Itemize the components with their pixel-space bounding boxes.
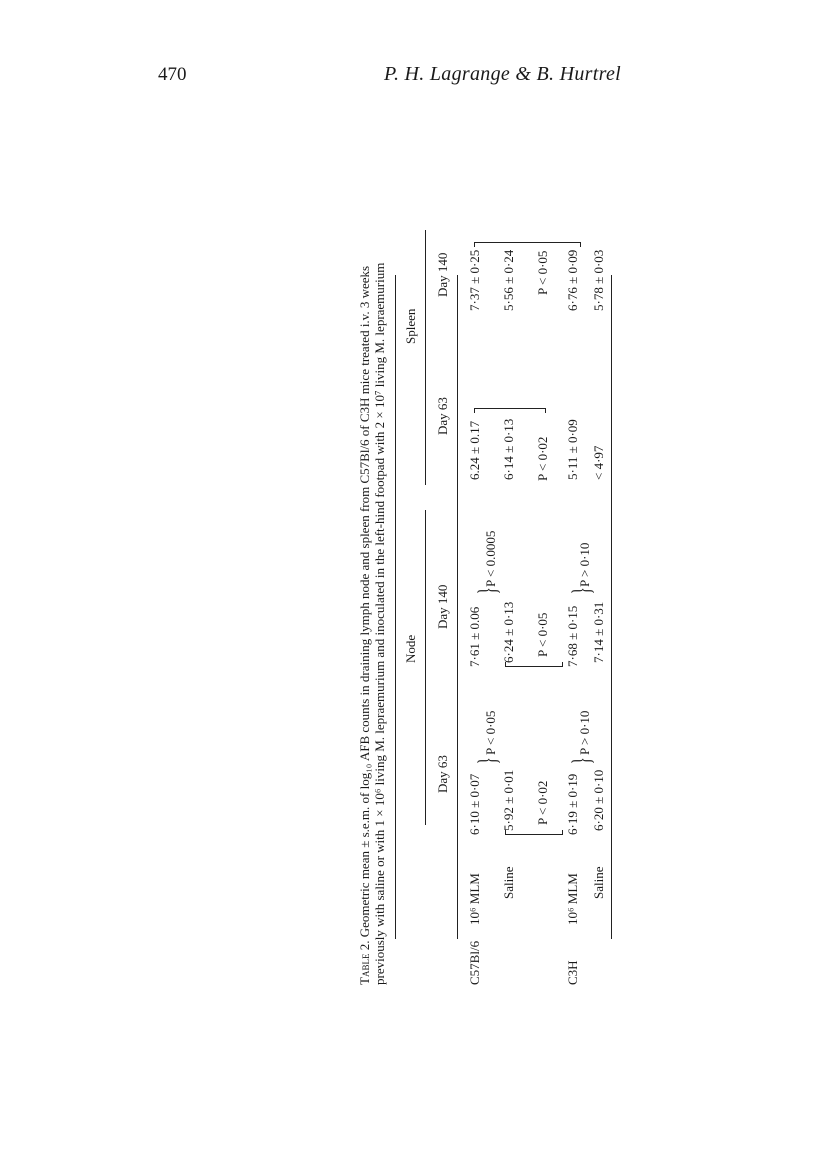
pvalue-c57-spleen-d63: P < 0·02 (535, 436, 550, 481)
curly-brace-c57-node-d140: } (473, 587, 502, 595)
data-table (355, 225, 615, 985)
pvalue-saline-node-d63: P < 0·02 (535, 780, 550, 825)
cell-c3h-mlm-node-d63: 6·19 ± 0·19 (565, 773, 580, 835)
page-number: 470 (158, 64, 187, 85)
table-caption (357, 245, 387, 985)
curly-brace-c57-node-d63: } (473, 757, 502, 765)
cell-c57-mlm-spleen-d63: 6.24 ± 0.17 (467, 420, 482, 480)
pvalue-c57-node-d63: P < 0·05 (483, 710, 498, 755)
spleen-rule (425, 230, 426, 485)
subheader-node-day140: Day 140 (435, 584, 450, 629)
cell-c3h-mlm-spleen-d63: 5·11 ± 0·09 (565, 419, 580, 480)
cell-c3h-saline-spleen-d140: 5·78 ± 0·03 (591, 249, 606, 311)
caption-text: Geometric mean ± s.e.m. of log₁₀ AFB counts in draining lymph node and spleen from C57Bl/6 of C3H mice treated i.v. 3 weeks previously with saline or with 1 × 10⁶ living M. lepraemurium and inoculated in the left-hind footpad with 2 × 10⁷ living M. lepraemurium (357, 262, 387, 985)
subheader-spleen-day140: Day 140 (435, 252, 450, 297)
subheader-spleen-day63: Day 63 (435, 397, 450, 435)
strain-c57: C57Bl/6 (467, 940, 482, 985)
treatment-c57-saline: Saline (501, 866, 516, 899)
group-header-node: Node (403, 634, 418, 663)
pvalue-c57-node-d140: P < 0.0005 (483, 530, 498, 587)
treatment-c57-mlm: 10⁶ MLM (467, 873, 482, 925)
group-header-spleen: Spleen (403, 308, 418, 344)
caption-label: Table 2. (357, 940, 372, 985)
strain-c3h: C3H (565, 960, 580, 985)
curly-brace-c3h-node-d63: } (567, 757, 596, 765)
cell-c57-mlm-node-d63: 6·10 ± 0·07 (467, 773, 482, 835)
cell-c57-mlm-node-d140: 7·61 ± 0.06 (467, 606, 482, 667)
pvalue-c57-spleen-d140: P < 0·05 (535, 250, 550, 295)
cell-c3h-mlm-spleen-d140: 6·76 ± 0·09 (565, 249, 580, 311)
bottom-rule (611, 275, 612, 939)
running-head: P. H. Lagrange & B. Hurtrel (384, 63, 621, 85)
cell-c3h-saline-spleen-d63: < 4·97 (591, 445, 606, 480)
cell-c3h-saline-node-d63: 6·20 ± 0·10 (591, 769, 606, 831)
pvalue-c3h-node-d140: P > 0·10 (577, 542, 592, 587)
top-rule (395, 275, 396, 939)
cell-c57-saline-spleen-d140: 5·56 ± 0·24 (501, 249, 516, 311)
pvalue-c3h-node-d63: P > 0·10 (577, 710, 592, 755)
curly-brace-c3h-node-d140: } (567, 587, 596, 595)
treatment-c3h-saline: Saline (591, 866, 606, 899)
cell-c57-mlm-spleen-d140: 7·37 ± 0·25 (467, 249, 482, 311)
bracket-c57-spleen-d63 (474, 408, 546, 413)
header-rule (457, 275, 458, 939)
cell-c57-saline-node-d140: 6·24 ± 0·13 (501, 601, 516, 663)
cell-c3h-mlm-node-d140: 7·68 ± 0·15 (565, 605, 580, 667)
cell-c57-saline-node-d63: 5·92 ± 0·01 (501, 769, 516, 831)
treatment-c3h-mlm: 10⁶ MLM (565, 873, 580, 925)
bracket-saline-node-d140 (505, 662, 563, 667)
subheader-node-day63: Day 63 (435, 755, 450, 793)
node-rule (425, 510, 426, 825)
cell-c3h-saline-node-d140: 7·14 ± 0·31 (591, 601, 606, 663)
bracket-c57-spleen-d140 (474, 242, 581, 247)
pvalue-saline-node-d140: P < 0·05 (535, 612, 550, 657)
cell-c57-saline-spleen-d63: 6·14 ± 0·13 (501, 418, 516, 480)
bracket-saline-node-d63 (505, 830, 563, 835)
